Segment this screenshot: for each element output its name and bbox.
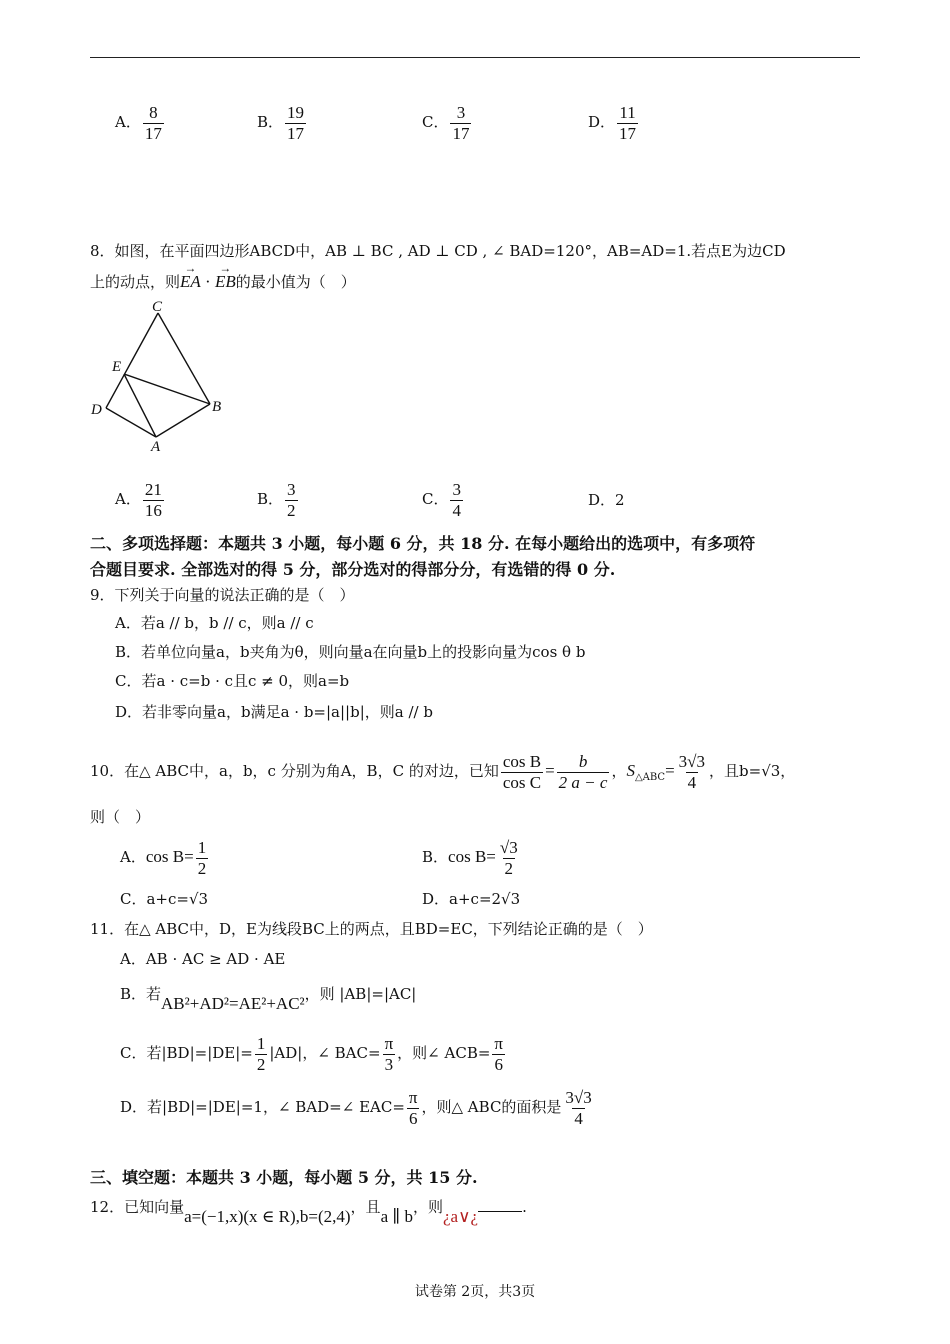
q10-option-d[interactable]: D．a+c=2√3 [422,890,521,908]
q12-answer-blank[interactable] [478,1196,522,1212]
q10-option-a[interactable]: A．cos B= $\frac{1}{2}$ [120,838,207,878]
section3-heading: 三、填空题：本题共 3 小题，每小题 5 分，共 15 分. [90,1168,478,1187]
section2-heading-line1: 二、多项选择题：本题共 3 小题，每小题 6 分，共 18 分. 在每小题给出的选项中，有多项符 [90,534,756,553]
q8-option-b[interactable]: B． $\frac{3}{2}$ [257,480,296,520]
section2-heading-line2: 合题目要求. 全部选对的得 5 分，部分选对的得部分分，有选错的得 0 分. [90,560,616,579]
q8-stem-line1: 8．如图，在平面四边形ABCD中，AB ⊥ BC , AD ⊥ CD , ∠ BAD=120°，AB=AD=1.若点E为边CD [90,242,786,260]
q9-option-a[interactable]: A．若a // b，b // c，则a // c [115,614,314,632]
q9-option-c[interactable]: C．若a · c=b · c且c ≠ 0，则a=b [115,672,350,690]
fig-label-b: B [212,399,222,415]
q7-option-a[interactable]: A． $\frac{8}{17}$ [115,103,162,143]
q8-figure [86,296,236,456]
q9-option-d[interactable]: D．若非零向量a，b满足a · b=|a||b|，则a // b [115,703,433,721]
q8-option-d[interactable]: D．2 [588,491,625,509]
q10-option-c[interactable]: C．a+c=√3 [120,890,209,908]
q11-option-b[interactable]: B．若AB²+AD²=AE²+AC²，则 |AB|=|AC| [120,985,417,1013]
q9-stem: 9．下列关于向量的说法正确的是（ ） [90,586,355,604]
q8-option-a[interactable]: A． $\frac{21}{16}$ [115,480,162,520]
q11-option-d[interactable]: D．若|BD|=|DE|=1，∠ BAD=∠ EAC= $\frac{\pi}{6}$ ，则△ ABC的面积是 $\frac{3√3}{4}$ [120,1088,592,1128]
q10-stem: 10．在△ ABC中，a，b，c 分别为角A，B，C 的对边，已知 $\frac{\text{cos B}}{\text{cos C}}$ = $\frac{b}{2 a - c}$ ，$S_{\triangle ABC}=$ $\frac{3√3}{4}$ ，且b=√3， [90,752,796,792]
q11-option-a[interactable]: A．AB · AC ≥ AD · AE [120,950,286,968]
q12-stem: 12．已知向量a=(−1,x)(x ∈ R),b=(2,4)，且a ∥ b，则¿a∨¿ . [90,1198,527,1226]
fig-label-c: C [152,299,163,315]
q7-option-d[interactable]: D． $\frac{11}{17}$ [588,103,637,143]
q10-option-b[interactable]: B．cos B= $\frac{√3}{2}$ [422,838,518,878]
q7-option-b[interactable]: B． $\frac{19}{17}$ [257,103,305,143]
q7-option-c[interactable]: C． $\frac{3}{17}$ [422,103,470,143]
q8-stem-line2: 上的动点，则→ EA · → EB的最小值为（ ） [90,272,356,292]
q11-option-c[interactable]: C．若|BD|=|DE|= $\frac{1}{2}$ |AD|，∠ BAC= $\frac{\pi}{3}$ ，则∠ ACB= $\frac{\pi}{6}$ [120,1034,504,1074]
fig-label-e: E [112,359,122,375]
q9-option-b[interactable]: B．若单位向量a，b夹角为θ，则向量a在向量b上的投影向量为cos θ b [115,643,586,661]
page-footer: 试卷第 2页，共3页 [414,1284,536,1300]
q10-then: 则（ ） [90,808,151,826]
fig-label-d: D [91,402,102,418]
q11-stem: 11．在△ ABC中，D，E为线段BC上的两点，且BD=EC，下列结论正确的是（ ） [90,920,653,938]
fig-label-a: A [151,439,161,455]
header-rule [90,57,860,58]
q8-option-c[interactable]: C． $\frac{3}{4}$ [422,480,461,520]
